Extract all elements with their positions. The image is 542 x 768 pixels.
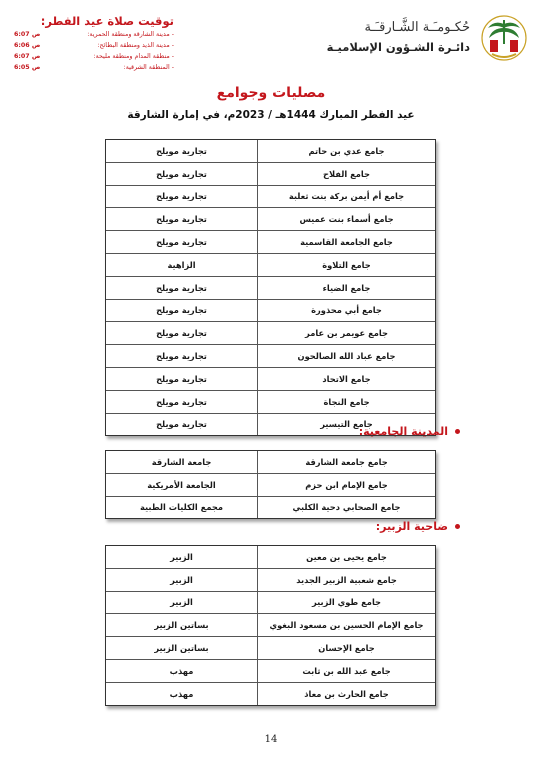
page-title: مصليات وجوامع: [216, 85, 326, 101]
table-row: [106, 660, 435, 683]
area-cell: تجارية مويلح: [156, 419, 207, 430]
mosque-name-cell: جامع الإحسان: [257, 637, 435, 659]
table-row: [106, 391, 435, 414]
mosque-name-cell: جامع جامعة الشارقة: [257, 451, 435, 473]
mosque-name-cell: جامع الإمام الحسين بن مسعود البغوي: [257, 614, 435, 636]
timing-region: - مدينة الذيد ومنطقة البطائح:: [97, 42, 174, 49]
table-row: [106, 254, 435, 277]
mosque-name-cell: جامع الإمام ابن حزم: [257, 474, 435, 496]
area-cell: تجارية مويلح: [156, 396, 207, 407]
table-row: [106, 163, 435, 186]
mosque-name-cell: جامع أبي محذورة: [257, 300, 435, 322]
area-cell: تجارية مويلح: [156, 351, 207, 362]
timing-region: - مدينة الشارقة ومنطقة الحمرية:: [87, 31, 174, 38]
table-row: [106, 300, 435, 323]
area-cell: تجارية مويلح: [156, 237, 207, 248]
timing-time: 6:06 ص: [14, 42, 41, 49]
section-heading-text: ضاحية الزبير:: [375, 520, 448, 533]
timing-time: 6:07 ص: [14, 31, 41, 38]
area-cell: تجارية مويلح: [156, 328, 207, 339]
area-cell: تجارية مويلح: [156, 214, 207, 225]
timing-region: - منطقة المدام ومنطقة مليحة:: [93, 53, 174, 60]
table-row: [106, 637, 435, 660]
mosque-name-cell: جامع عدي بن حاتم: [257, 140, 435, 162]
mosque-name-cell: جامع أسماء بنت عميس: [257, 208, 435, 230]
area-cell: بساتين الزبير: [154, 620, 209, 631]
table-row: [106, 186, 435, 209]
table-row: [106, 231, 435, 254]
area-cell: تجارية مويلح: [156, 145, 207, 156]
area-cell: الجامعة الأمريكية: [147, 479, 216, 490]
area-cell: جامعة الشارقة: [151, 456, 212, 467]
area-cell: تجارية مويلح: [156, 282, 207, 293]
page-number: 14: [264, 734, 278, 745]
area-cell: مجمع الكليات الطبية: [140, 502, 223, 513]
area-cell: تجارية مويلح: [156, 373, 207, 384]
table-row: [106, 546, 435, 569]
mosque-name-cell: جامع الحارث بن معاذ: [257, 683, 435, 705]
table-row: [106, 322, 435, 345]
table-row: [106, 683, 435, 705]
timings-title: توقيت صلاة عيد الفطر:: [40, 14, 174, 28]
table-row: [106, 140, 435, 163]
table-row: [106, 208, 435, 231]
mosque-name-cell: جامع الضياء: [257, 277, 435, 299]
area-cell: تجارية مويلح: [156, 305, 207, 316]
area-cell: الزبير: [170, 551, 193, 562]
table-row: [106, 497, 435, 519]
mosque-name-cell: جامع طوي الزبير: [257, 592, 435, 614]
mosque-name-cell: جامع التيسير: [257, 414, 435, 436]
section-heading-zubair-suburb: [376, 520, 460, 533]
bullet-icon: [455, 524, 460, 529]
government-name: حُكـومـَـة الشَّـارقـَـة: [364, 20, 470, 35]
page-subtitle: عيد الفطر المبارك 1444هـ / 2023م، في إمارة الشارقة: [127, 109, 415, 121]
table-row: [106, 345, 435, 368]
mosques-table-muwaileh: [105, 139, 436, 436]
mosque-name-cell: جامع الصحابي دحية الكلبي: [257, 497, 435, 519]
area-cell: الزبير: [170, 597, 193, 608]
table-row: [106, 277, 435, 300]
area-cell: الزاهية: [167, 259, 196, 270]
mosque-name-cell: جامع عبد الله بن ثابت: [257, 660, 435, 682]
header-logo-block: [328, 14, 528, 64]
mosque-name-cell: جامع التلاوة: [257, 254, 435, 276]
bullet-icon: [455, 429, 460, 434]
mosque-name-cell: جامع الجامعة القاسمية: [257, 231, 435, 253]
table-row: [106, 474, 435, 497]
department-name: دائـرة الشـؤون الإسلاميـة: [326, 40, 470, 54]
timing-time: 6:07 ص: [14, 53, 41, 60]
timing-row: [14, 31, 174, 42]
area-cell: مهذب: [169, 665, 194, 676]
mosque-name-cell: جامع الفلاح: [257, 163, 435, 185]
mosques-table-university-city: [105, 450, 436, 519]
table-row: [106, 614, 435, 637]
mosque-name-cell: جامع النجاة: [257, 391, 435, 413]
mosque-name-cell: جامع يحيى بن معين: [257, 546, 435, 568]
area-cell: بساتين الزبير: [154, 643, 209, 654]
mosques-table-zubair-suburb: [105, 545, 436, 706]
area-cell: تجارية مويلح: [156, 191, 207, 202]
mosque-name-cell: جامع أم أيمن بركة بنت ثعلبة: [257, 186, 435, 208]
area-cell: تجارية مويلح: [156, 168, 207, 179]
section-heading-university-city: [359, 425, 460, 438]
table-row: [106, 368, 435, 391]
mosque-name-cell: جامع شعبية الزبير الجديد: [257, 569, 435, 591]
area-cell: الزبير: [170, 574, 193, 585]
sharjah-emblem-icon: [480, 14, 528, 62]
timing-row: [14, 53, 174, 64]
timing-row: [14, 64, 174, 75]
table-row: [106, 451, 435, 474]
prayer-timings: [14, 14, 174, 75]
mosque-name-cell: جامع عباد الله الصالحون: [257, 345, 435, 367]
table-row: [106, 569, 435, 592]
mosque-name-cell: جامع عويمر بن عامر: [257, 322, 435, 344]
timing-region: - المنطقة الشرقية:: [123, 64, 174, 71]
table-row: [106, 592, 435, 615]
section-heading-text: المدينة الجامعية:: [358, 425, 448, 438]
area-cell: مهذب: [169, 688, 194, 699]
timing-row: [14, 42, 174, 53]
timing-time: 6:05 ص: [14, 64, 41, 71]
mosque-name-cell: جامع الاتحاد: [257, 368, 435, 390]
